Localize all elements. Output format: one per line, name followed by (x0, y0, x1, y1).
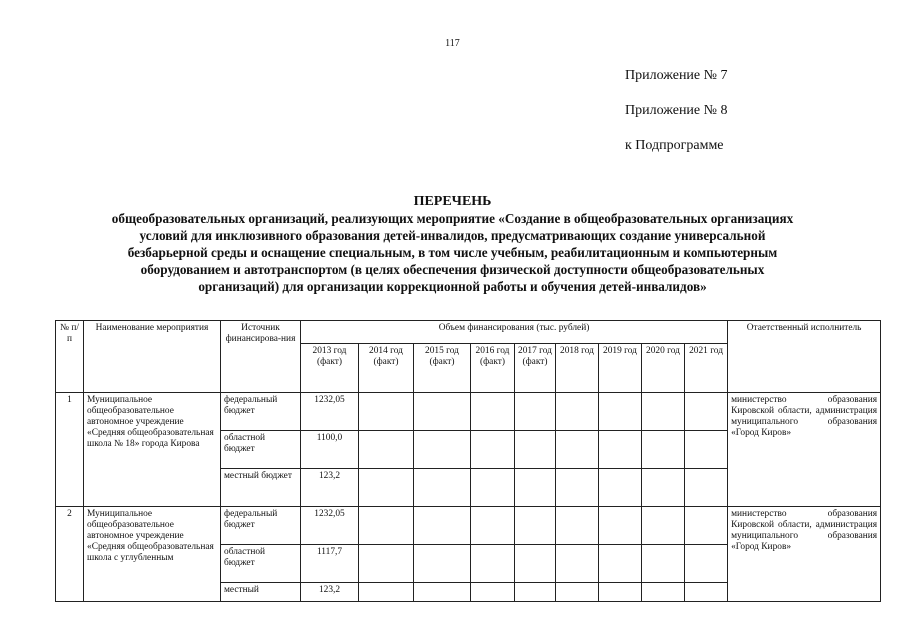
title-line: условий для инклюзивного образования детей-инвалидов, предусматривающих создание универсальной (139, 228, 766, 243)
title-line: безбарьерной среды и оснащение специальным, в том числе учебным, реабилитационным и компьютерным (127, 245, 778, 260)
source-label: местный бюджет (221, 469, 301, 507)
header-year-2015: 2015 год (факт) (414, 344, 471, 393)
source-label: федеральный бюджет (221, 507, 301, 545)
title-line: общеобразовательных организаций, реализующих мероприятие «Создание в общеобразовательных организациях (111, 211, 794, 226)
header-num: № п/п (56, 321, 84, 393)
value-2013: 1100,0 (301, 431, 359, 469)
value-2013: 1232,05 (301, 393, 359, 431)
title-line: организаций) для организации коррекционной работы и обучения детей-инвалидов» (198, 279, 707, 294)
header-name: Наименование мероприятия (84, 321, 221, 393)
appendix-line-1: Приложение № 7 (625, 68, 728, 83)
value-2013: 123,2 (301, 469, 359, 507)
document-title (0, 193, 905, 295)
source-label: местный (221, 583, 301, 602)
title-heading: ПЕРЕЧЕНЬ (413, 194, 492, 209)
page-number: 117 (445, 38, 460, 49)
financing-table (55, 320, 881, 602)
source-label: областной бюджет (221, 545, 301, 583)
header-year-2019: 2019 год (599, 344, 642, 393)
row-num: 2 (56, 507, 84, 602)
value-2013: 123,2 (301, 583, 359, 602)
header-year-2014: 2014 год (факт) (359, 344, 414, 393)
header-year-2021: 2021 год (685, 344, 728, 393)
header-year-2020: 2020 год (642, 344, 685, 393)
appendix-line-2: Приложение № 8 (625, 103, 728, 118)
header-year-2016: 2016 год (факт) (471, 344, 515, 393)
header-volume: Объем финансирования (тыс. рублей) (301, 321, 728, 344)
header-year-2017: 2017 год (факт) (515, 344, 556, 393)
row-name: Муниципальное общеобразовательное автономное учреждение «Средняя общеобразовательная школа № 18» города Кирова (84, 393, 221, 507)
header-source: Источник финансирова-ния (221, 321, 301, 393)
header-year-2018: 2018 год (556, 344, 599, 393)
source-label: федеральный бюджет (221, 393, 301, 431)
title-line: оборудованием и автотранспортом (в целях обеспечения физической доступности общеобразовательных (140, 262, 765, 277)
value-2013: 1232,05 (301, 507, 359, 545)
table-row (56, 393, 881, 431)
row-num: 1 (56, 393, 84, 507)
row-name: Муниципальное общеобразовательное автономное учреждение «Средняя общеобразовательная школа с углубленным (84, 507, 221, 602)
source-label: областной бюджет (221, 431, 301, 469)
appendix-line-3: к Подпрограмме (625, 138, 724, 153)
row-responsible: министерство образования Кировской области, администрация муниципального образования «Город Киров» (728, 507, 881, 602)
value-2013: 1117,7 (301, 545, 359, 583)
header-year-2013: 2013 год (факт) (301, 344, 359, 393)
table-row (56, 507, 881, 545)
row-responsible: министерство образования Кировской области, администрация муниципального образования «Город Киров» (728, 393, 881, 507)
header-responsible: Отаетственный исполнитель (728, 321, 881, 393)
